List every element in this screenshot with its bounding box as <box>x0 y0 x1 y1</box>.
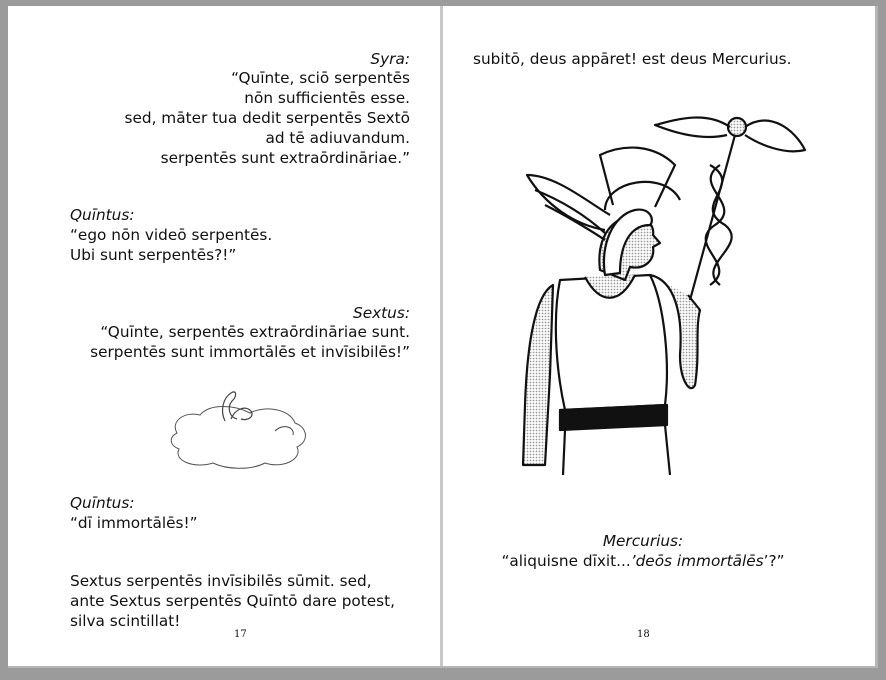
speaker-quintus: Quīntus: <box>70 494 135 512</box>
narration-line: ante Sextus serpentēs Quīntō dare potest, <box>70 592 396 610</box>
dialogue-emphasis: ’deōs immortālēs <box>630 552 764 570</box>
speaker-sextus: Sextus: <box>353 304 410 322</box>
dialogue-line: “Quīnte, sciō serpentēs <box>231 69 410 87</box>
dialogue-line: nōn sufficientēs esse. <box>244 89 410 107</box>
dialogue-line: sed, māter tua dedit serpentēs Sextō <box>124 109 410 127</box>
dialogue-line: ad tē adiuvandum. <box>265 129 410 147</box>
dialogue-line: “ego nōn videō serpentēs. <box>70 226 273 244</box>
page-shadow <box>875 6 878 668</box>
dialogue-text: “aliquisne dīxit... <box>501 552 631 570</box>
dialogue-text: ’?” <box>763 552 785 570</box>
dialogue-line: Ubi sunt serpentēs?!” <box>70 246 237 264</box>
speaker-quintus: Quīntus: <box>70 206 135 224</box>
dialogue-line: “dī immortālēs!” <box>70 514 198 532</box>
dialogue-line: “Quīnte, serpentēs extraōrdināriae sunt. <box>100 323 410 341</box>
dialogue-line: serpentēs sunt extraōrdināriae.” <box>160 149 410 167</box>
dialogue-line: serpentēs sunt immortālēs et invīsibilēs!” <box>90 343 410 361</box>
page-number: 18 <box>637 629 650 640</box>
speaker-mercurius: Mercurius: <box>602 532 684 550</box>
mercury-illustration <box>505 105 815 475</box>
narration-line: subitō, deus appāret! est deus Mercurius. <box>473 50 792 68</box>
speaker-syra: Syra: <box>370 50 410 68</box>
narration-line: Sextus serpentēs invīsibilēs sūmit. sed, <box>70 572 372 590</box>
page-number: 17 <box>234 629 247 640</box>
invisible-snakes-illustration <box>165 383 315 473</box>
narration-line: silva scintillat! <box>70 612 181 630</box>
dialogue-line <box>443 551 843 571</box>
page-shadow-bottom <box>8 666 878 668</box>
